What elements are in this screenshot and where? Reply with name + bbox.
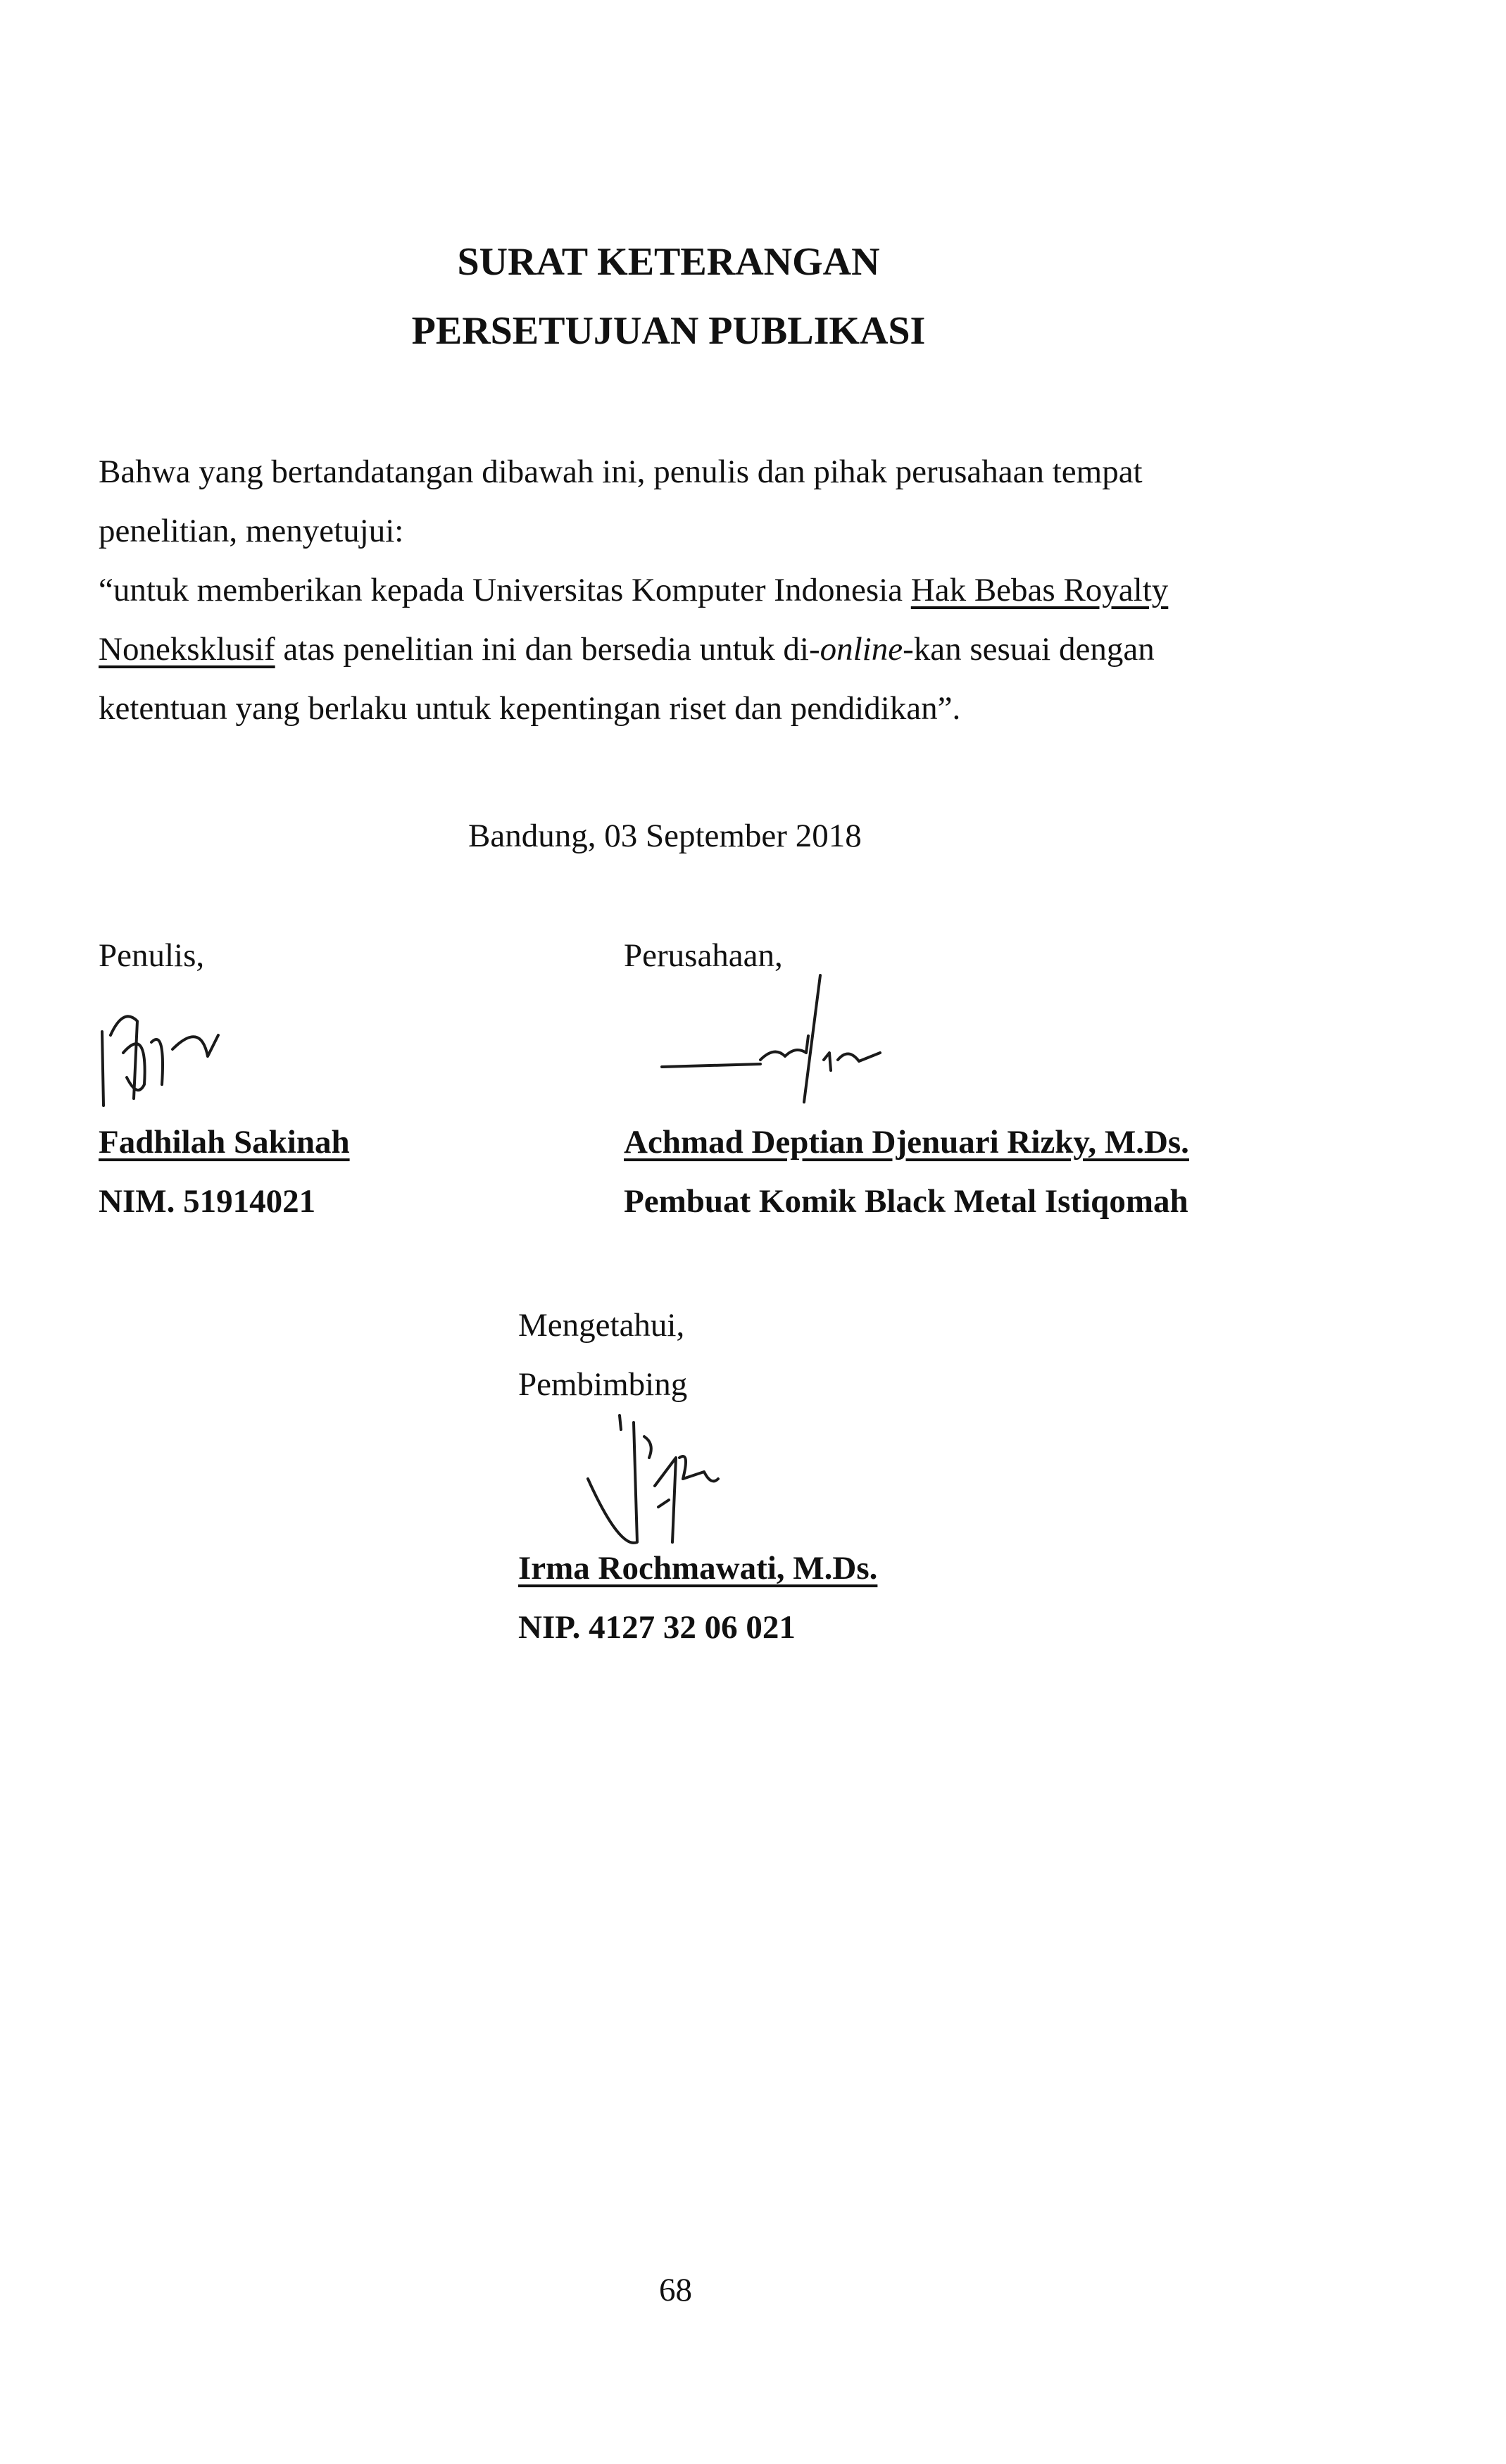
statement-line-3: ketentuan yang berlaku untuk kepentingan riset dan pendidikan”.: [99, 690, 961, 727]
intro-line-2: penelitian, menyetujui:: [99, 513, 404, 549]
statement-line-1: [99, 561, 1168, 620]
company-person-name: Achmad Deptian Djenuari Rizky, M.Ds.: [624, 1124, 1189, 1161]
place-date: Bandung, 03 September 2018: [468, 818, 862, 854]
author-id: NIM. 51914021: [99, 1183, 316, 1220]
author-name: Fadhilah Sakinah: [99, 1124, 350, 1161]
statement-italic-text: online: [820, 631, 903, 668]
statement-underlined-text: Noneksklusif: [99, 631, 275, 668]
company-person-title: Pembuat Komik Black Metal Istiqomah: [624, 1183, 1188, 1220]
statement-text: atas penelitian ini dan bersedia untuk di-: [275, 631, 820, 668]
statement-line-2: [99, 620, 1155, 679]
advisor-id: NIP. 4127 32 06 021: [518, 1609, 796, 1646]
page-number: 68: [659, 2272, 692, 2308]
statement-text: “untuk memberikan kepada Universitas Komputer Indonesia: [99, 572, 911, 608]
author-role: Penulis,: [99, 937, 205, 974]
company-role: Perusahaan,: [624, 937, 783, 974]
document-subtitle: PERSETUJUAN PUBLIKASI: [411, 309, 926, 353]
company-signature: [655, 968, 950, 1109]
author-signature: [95, 993, 236, 1120]
statement-text: -kan sesuai dengan: [903, 631, 1155, 668]
document-title: SURAT KETERANGAN: [457, 240, 880, 284]
advisor-name: Irma Rochmawati, M.Ds.: [518, 1550, 878, 1587]
advisor-acknowledgement: Mengetahui,: [518, 1307, 685, 1344]
advisor-role: Pembimbing: [518, 1366, 688, 1403]
intro-line-1: Bahwa yang bertandatangan dibawah ini, penulis dan pihak perusahaan tempat: [99, 454, 1143, 490]
statement-underlined-text: Hak Bebas Royalty: [910, 572, 1169, 608]
